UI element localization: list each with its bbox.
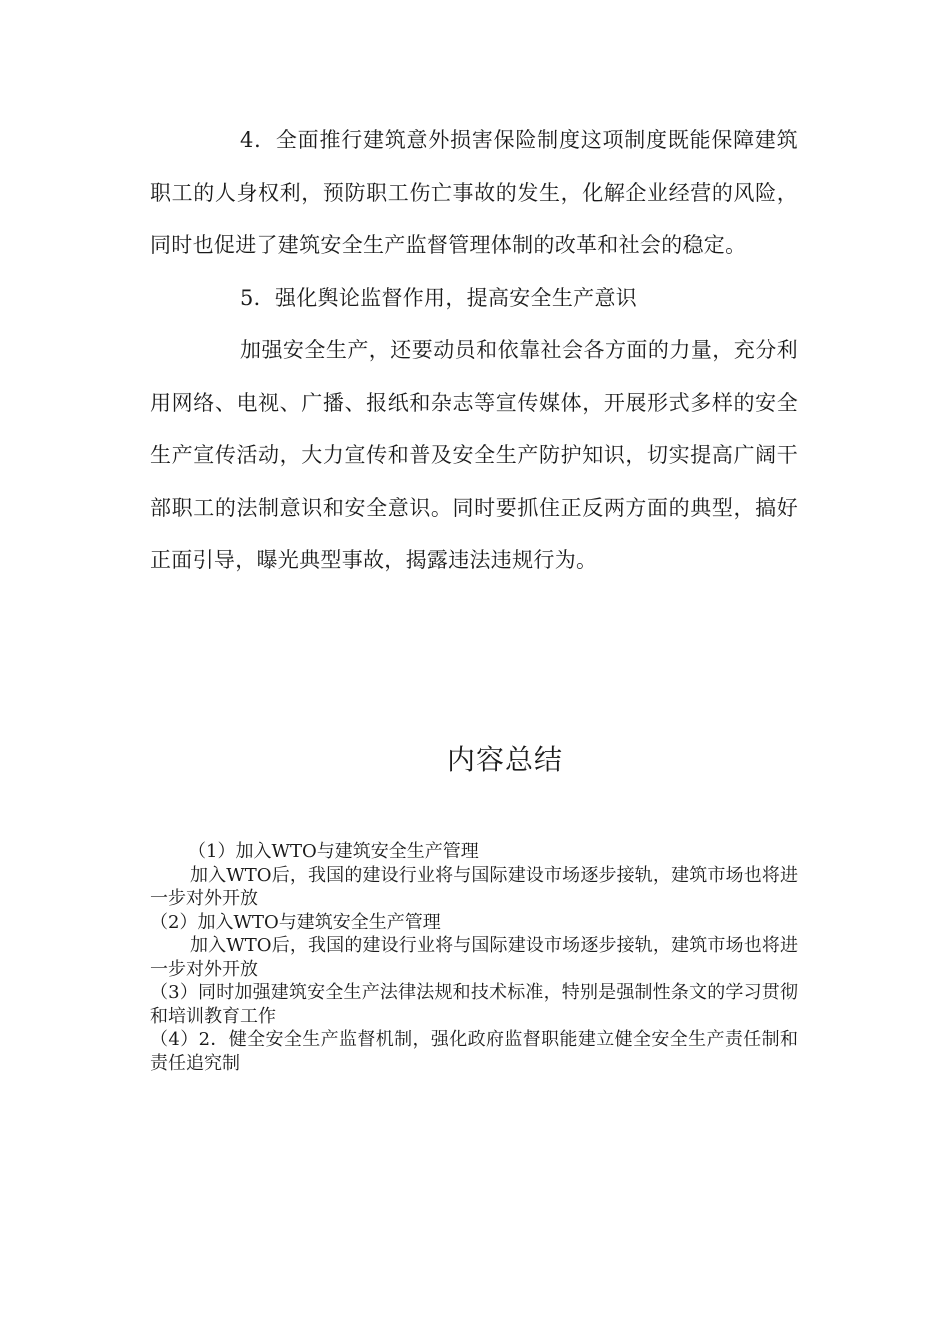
summary-item-1-detail: 加入WTO后，我国的建设行业将与国际建设市场逐步接轨，建筑市场也将进一步对外开放 (150, 864, 798, 909)
paragraph-publicity: 加强安全生产，还要动员和依靠社会各方面的力量，充分利用网络、电视、广播、报纸和杂志等宣传媒体，开展形式多样的安全生产宣传活动，大力宣传和普及安全生产防护知识，切实提高广阔干部职工的法制意识和安全意识。同时要抓住正反两方面的典型，搞好正面引导，曝光典型事故，揭露违法违规行为。 (150, 338, 798, 572)
summary-list (150, 840, 798, 1075)
summary-title: 内容总结 (446, 743, 563, 776)
summary-item-3: （3）同时加强建筑安全生产法律法规和技术标准，特别是强制性条文的学习贯彻和培训教育工作 (150, 982, 798, 1027)
summary-item-1: （1）加入WTO与建筑安全生产管理 (188, 841, 479, 862)
paragraph-insurance: 4．全面推行建筑意外损害保险制度这项制度既能保障建筑职工的人身权利，预防职工伤亡事故的发生，化解企业经营的风险，同时也促进了建筑安全生产监督管理体制的改革和社会的稳定。 (150, 128, 798, 257)
summary-item-2-detail: 加入WTO后，我国的建设行业将与国际建设市场逐步接轨，建筑市场也将进一步对外开放 (150, 935, 798, 980)
summary-item-2: （2）加入WTO与建筑安全生产管理 (150, 911, 441, 933)
body-text (150, 114, 798, 587)
summary-item-4: （4）2．健全安全生产监督机制，强化政府监督职能建立健全安全生产责任制和责任追究制 (150, 1029, 798, 1074)
paragraph-heading-supervision: 5．强化舆论监督作用，提高安全生产意识 (240, 285, 638, 310)
